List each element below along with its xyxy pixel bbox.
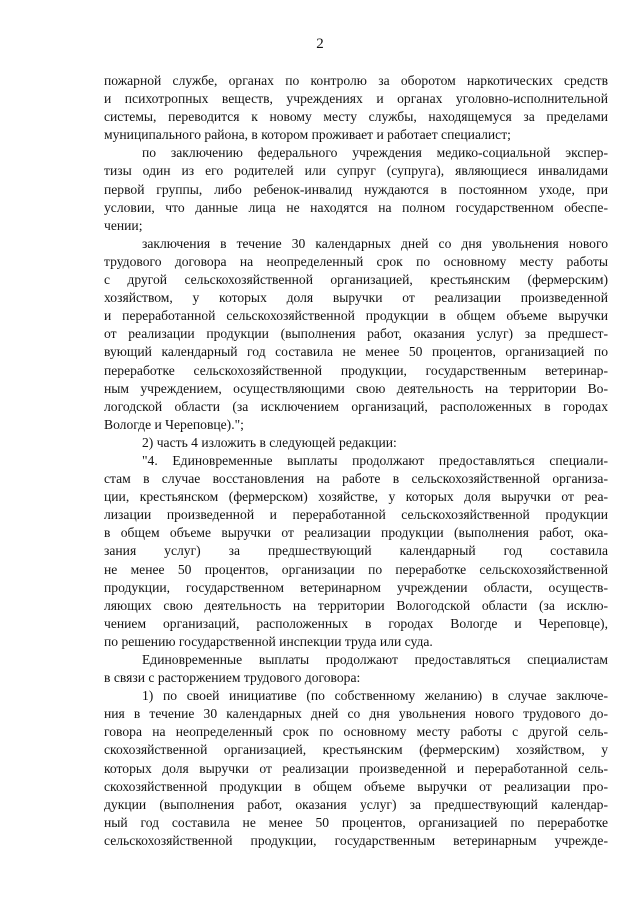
text-line: 2) часть 4 изложить в следующей редакции: xyxy=(142,434,397,450)
text-line: зания услуг) за предшествующий календарный год составила xyxy=(104,543,608,559)
text-line: заключения в течение 30 календарных дней со дня увольнения нового xyxy=(142,235,608,251)
text-line: хозяйством, у которых доля выручки от реализации произведенной xyxy=(104,290,608,306)
text-line: по заключению федерального учреждения медико-социальной экспер- xyxy=(142,145,608,161)
text-line: ляющих свою деятельность на территории Вологодской области (за исклю- xyxy=(104,597,608,613)
text-line: условии, что данные лица не находятся на полном государственном обеспе- xyxy=(104,199,608,215)
text-line: чением организаций, расположенных в городах Вологде и Череповце), xyxy=(104,615,608,631)
text-line: Единовременные выплаты продолжают предоставляться специалистам xyxy=(142,652,608,667)
text-line: лизации произведенной и переработанной сельскохозяйственной продукции xyxy=(104,507,608,523)
text-line: скохозяйственной организацией, крестьянским (фермерским) хозяйством, у xyxy=(104,742,608,758)
text-line: сельскохозяйственной продукции, государственным ветеринарным учрежде- xyxy=(104,832,608,848)
text-line: первой группы, либо ребенок-инвалид нуждаются в постоянном уходе, при xyxy=(104,181,608,197)
text-line: и переработанной сельскохозяйственной продукции в общем объеме выручки xyxy=(104,308,608,324)
text-line: тизы один из его родителей или супруг (супруга), являющиеся инвалидами xyxy=(104,163,608,179)
text-line: и психотропных веществ, учреждениях и органах уголовно-исполнительной xyxy=(104,91,608,107)
text-line: системы, переводится к новому месту службы, находящемуся за пределами xyxy=(104,109,608,125)
text-line: муниципального района, в котором проживает и работает специалист; xyxy=(104,127,511,143)
text-line: скохозяйственной продукции в общем объеме выручки от реализации про- xyxy=(104,778,608,794)
text-line: переработке сельскохозяйственной продукции, государственным ветеринар- xyxy=(104,362,608,378)
text-line: по решению государственной инспекции труда или суда. xyxy=(104,633,433,649)
page-number: 2 xyxy=(316,36,324,52)
text-line: ным учреждением, осуществляющими свою деятельность на территории Во- xyxy=(104,380,608,396)
text-line: от реализации продукции (выполнения работ, оказания услуг) за предшест- xyxy=(104,326,608,342)
text-line: вующий календарный год составила не менее 50 процентов, организацией по xyxy=(104,344,608,360)
text-line: стам в случае восстановления на работе в сельскохозяйственной организа- xyxy=(104,471,608,487)
text-line: продукции, государственном ветеринарном учреждении области, осуществ- xyxy=(104,579,608,595)
text-line: в связи с расторжением трудового договора: xyxy=(104,670,361,686)
text-line: "4. Единовременные выплаты продолжают предоставляться специали- xyxy=(142,452,608,468)
text-line: чении; xyxy=(104,217,143,233)
text-line: ции, крестьянском (фермерском) хозяйстве, у которых доля выручки от реа- xyxy=(104,489,608,505)
text-line: ния в течение 30 календарных дней со дня увольнения нового трудового до- xyxy=(104,706,608,722)
text-line: Вологде и Череповце)."; xyxy=(104,416,244,432)
text-line: логодской области (за исключением организаций, расположенных в городах xyxy=(104,398,608,414)
text-line: 1) по своей инициативе (по собственному желанию) в случае заключе- xyxy=(142,688,608,704)
text-line: говора на неопределенный срок по основному месту работы с другой сель- xyxy=(104,724,608,740)
text-line: пожарной службе, органах по контролю за оборотом наркотических средств xyxy=(104,73,608,88)
text-line: с другой сельскохозяйственной организацией, крестьянским (фермерским) xyxy=(104,272,608,288)
text-line: трудового договора на неопределенный срок по основному месту работы xyxy=(104,253,608,269)
text-line: не менее 50 процентов, организации по переработке сельскохозяйственной xyxy=(104,561,608,577)
document-body xyxy=(104,72,608,850)
text-line: ный год составила не менее 50 процентов, организацией по переработке xyxy=(104,814,608,830)
text-line: которых доля выручки от реализации произведенной и переработанной сель- xyxy=(104,760,608,776)
text-line: дукции (выполнения работ, оказания услуг) за предшествующий календар- xyxy=(104,796,608,812)
text-line: в общем объеме выручки от реализации продукции (выполнения работ, ока- xyxy=(104,525,608,541)
